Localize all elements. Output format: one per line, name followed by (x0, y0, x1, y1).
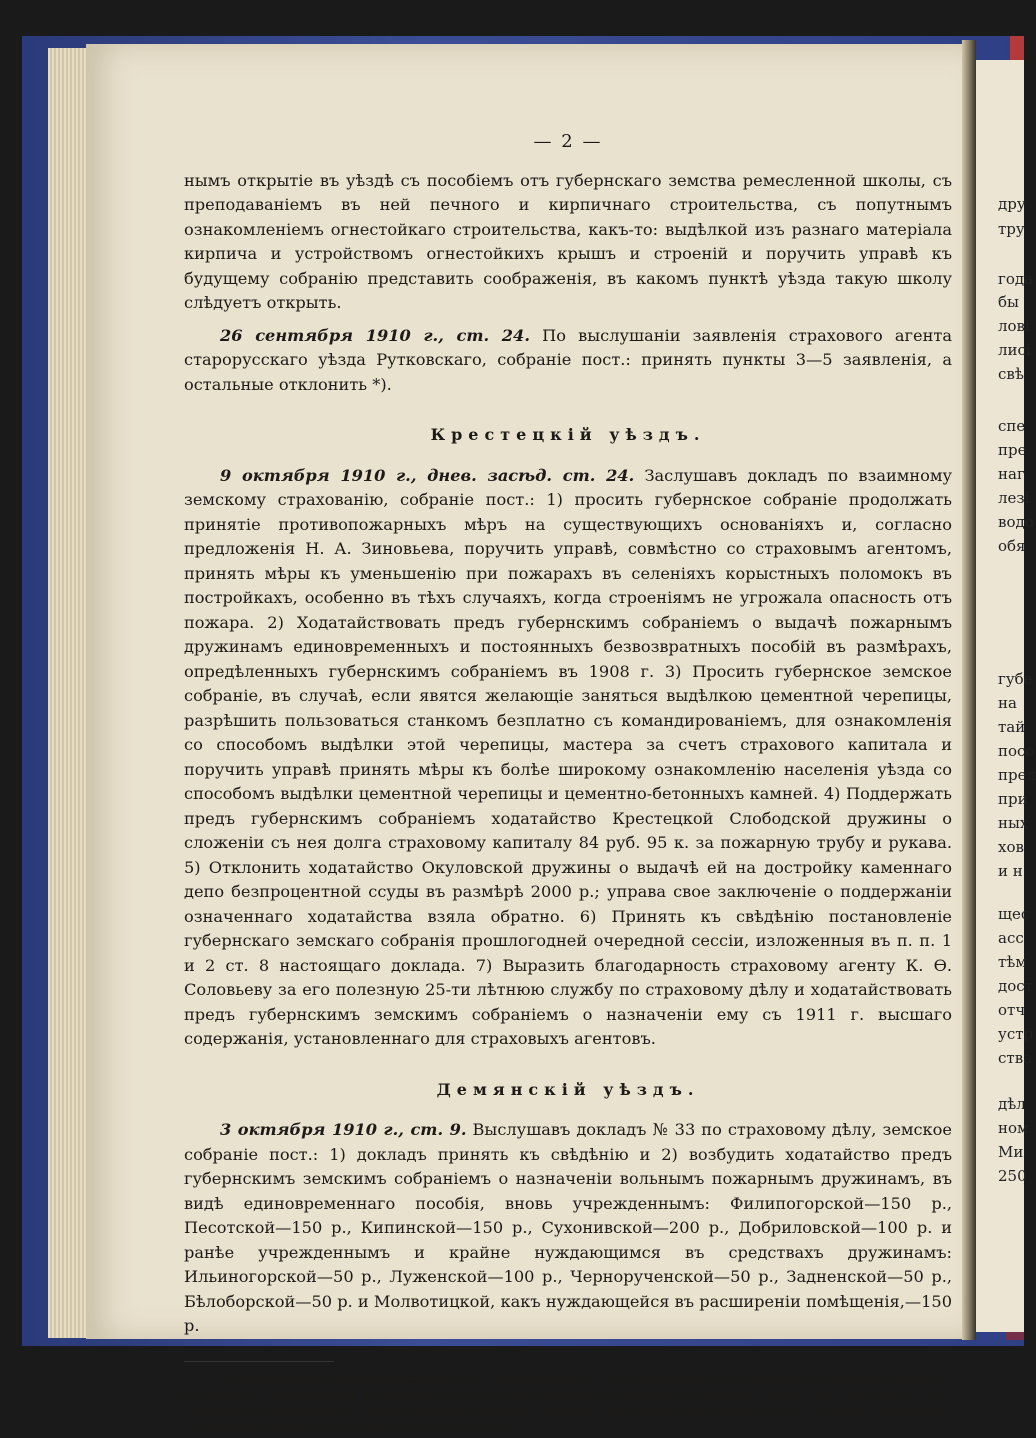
next-page-line: 250 (998, 1167, 1027, 1185)
next-page-line: щес (998, 905, 1030, 923)
next-page-line: на (998, 694, 1017, 712)
page-content (184, 130, 952, 1438)
next-page-line: лові (998, 317, 1030, 335)
next-page-line: бы (998, 293, 1019, 311)
section-heading: Крестецкій уѣздъ. (430, 425, 706, 444)
next-page-line: пре (998, 441, 1027, 459)
next-page-line: лисі (998, 341, 1031, 359)
next-page-line: прел (998, 766, 1036, 784)
next-page-line: хов (998, 838, 1024, 856)
right-page-fragment (976, 60, 1036, 1332)
next-page-line: и н (998, 862, 1023, 880)
footnote: *) Предложенія агента заключаются въ слѣдующемъ: п. 3) о необходимости составленія страховыхъ листковъ порядкомъ, изложеннымъ въ запискѣ, п. 4) о необходимости ограничить страховые риски, въ зависимости ихъ опасности и о разрѣшеніи этихъ вопросовъ уѣздною управою, при заключеніи агента, п. 5) о выдачи субсидіи на организацію Доворецкой дружинѣ, въ суммѣ 300 р. (184, 1370, 952, 1436)
date-reference: 3 октября 1910 г., ст. 9. (220, 1120, 467, 1139)
next-page-line: ных (998, 814, 1029, 832)
next-page-line: свѣ (998, 365, 1024, 383)
next-page-line: спе (998, 417, 1026, 435)
page-number: — 2 — (533, 131, 603, 152)
paragraph (184, 1118, 952, 1339)
next-page-line: дост (998, 977, 1033, 995)
section-heading: Демянскій уѣздъ. (436, 1079, 700, 1099)
next-page-line: Ми (998, 1143, 1024, 1161)
next-page-line: асс (998, 929, 1024, 947)
paragraph (184, 464, 952, 1052)
next-page-line: тру (998, 220, 1025, 238)
next-page-line: при (998, 790, 1028, 808)
next-page-line: дѣл (998, 1095, 1026, 1113)
footnote-rule (184, 1361, 334, 1362)
next-page-line: дру (998, 195, 1026, 213)
next-page-line: ства (998, 1049, 1033, 1067)
next-page-line: лезі (998, 489, 1030, 507)
date-reference: 26 сентября 1910 г., ст. 24. (220, 325, 530, 345)
paragraph (184, 324, 952, 398)
paragraph: нымъ открытіе въ уѣздѣ съ пособіемъ отъ губернскаго земства ремесленной школы, съ преподаваніемъ въ ней печного и кирпичнаго строительства, съ попутнымъ ознакомленіемъ огнестойкаго строительства, какъ-то: выдѣлкой изъ разнаго матеріала кирпича и устройствомъ огнестойкихъ крышъ и строеній и поручить управѣ къ будущему собранію представить соображенія, въ какомъ пунктѣ уѣзда такую школу слѣдуетъ открыть. (184, 170, 952, 312)
next-page-line: наг (998, 465, 1025, 483)
next-page-line: тѣм (998, 953, 1028, 971)
next-page-line: посо (998, 742, 1035, 760)
paragraph-text: Выслушавъ докладъ № 33 по страховому дѣлу, земское собраніе пост.: 1) докладъ принять къ свѣдѣнію и 2) возбудить ходатайство предъ губернскимъ земскимъ собраніемъ о назначеніи вольнымъ пожарнымъ дружинамъ, въ видѣ единовременнаго пособія, вновь учрежденнымъ: Филипогорской—150 р., Песотской—150 р., Кипинской—150 р., Сухонивской—200 р., Добриловской—100 р. и ранѣе учрежденнымъ и крайне нуждающимся въ средствахъ дружинамъ: Ильиногорской—50 р., Луженской—100 р., Чернорученской—50 р., Задненской—50 р., Бѣлоборской—50 р. и Молвотицкой, какъ нуждающейся въ расширеніи помѣщенія,—150 р. (184, 1120, 952, 1335)
paragraph-text: Заслушавъ докладъ по взаимному земскому страхованію, собраніе пост.: 1) просить губернское собраніе продолжать принятіе противопожарныхъ мѣръ на существующихъ основаніяхъ и, согласно предложенія Н. А. Зиновьева, поручить управѣ, совмѣстно со страховымъ агентомъ, принять мѣры къ уменьшенію при пожарахъ въ селеніяхъ корыстныхъ поломокъ въ постройкахъ, особенно въ тѣхъ случаяхъ, когда строеніямъ не угрожала опасность отъ пожара. 2) Ходатайствовать предъ губернскимъ собраніемъ о выдачѣ пожарнымъ дружинамъ единовременныхъ и постоянныхъ безвозвратныхъ пособій въ размѣрахъ, опредѣленныхъ губернскимъ собраніемъ въ 1908 г. 3) Просить губернское земское собраніе, въ случаѣ, если явятся желающіе заняться выдѣлкою цементной черепицы, разрѣшить пользоваться станкомъ безплатно съ командированіемъ, для ознакомленія со способомъ выдѣлки этой черепицы, мастера за счетъ страхового капитала и поручить управѣ принять мѣры къ болѣе широкому ознакомленію населенія уѣзда со способомъ выдѣлки цементной черепицы и цементно-бетонныхъ камней. 4) Поддержать предъ губернскимъ собраніемъ ходатайство Крестецкой Слободской дружины о сложеніи съ нея долга страховому капиталу 84 руб. 95 к. за пожарную трубу и рукава. 5) Отклонить ходатайство Окуловской дружины о выдачѣ ей на достройку каменнаго депо безпроцентной ссуды въ размѣрѣ 2000 р.; управа свое заключеніе о поддержаніи означеннаго ходатайства взяла обратно. 6) Принять къ свѣдѣнію постановленіе губернскаго земскаго собранія прошлогодней очередной сессіи, изложенныя въ п. п. 1 и 2 ст. 8 настоящаго доклада. 7) Выразить благодарность страховому агенту К. Ѳ. Соловьеву за его полезную 25-ти лѣтнюю службу по страховому дѣлу и ходатайствовать предъ губернскимъ земскимъ собраніемъ о назначеніи ему съ 1911 г. высшаго содержанія, установленнаго для страховыхъ агентовъ. (184, 465, 952, 1048)
next-page-line: водо (998, 513, 1034, 531)
next-page-line: губе (998, 670, 1033, 688)
next-page-line: ном (998, 1119, 1029, 1137)
date-reference: 9 октября 1910 г., днев. засѣд. ст. 24. (220, 465, 635, 485)
next-page-line: года (998, 270, 1034, 288)
next-page-line: отч (998, 1001, 1026, 1019)
next-page-line: обя (998, 537, 1026, 555)
next-page-line: устр (998, 1025, 1034, 1043)
paragraph-text: По выслушаніи заявленія страхового агента старорусскаго уѣзда Рутковскаго, собраніе пост.: принять пункты 3—5 заявленія, а остальные отклонить *). (184, 325, 952, 394)
book-gutter (962, 40, 976, 1340)
next-page-line: тай (998, 718, 1026, 736)
